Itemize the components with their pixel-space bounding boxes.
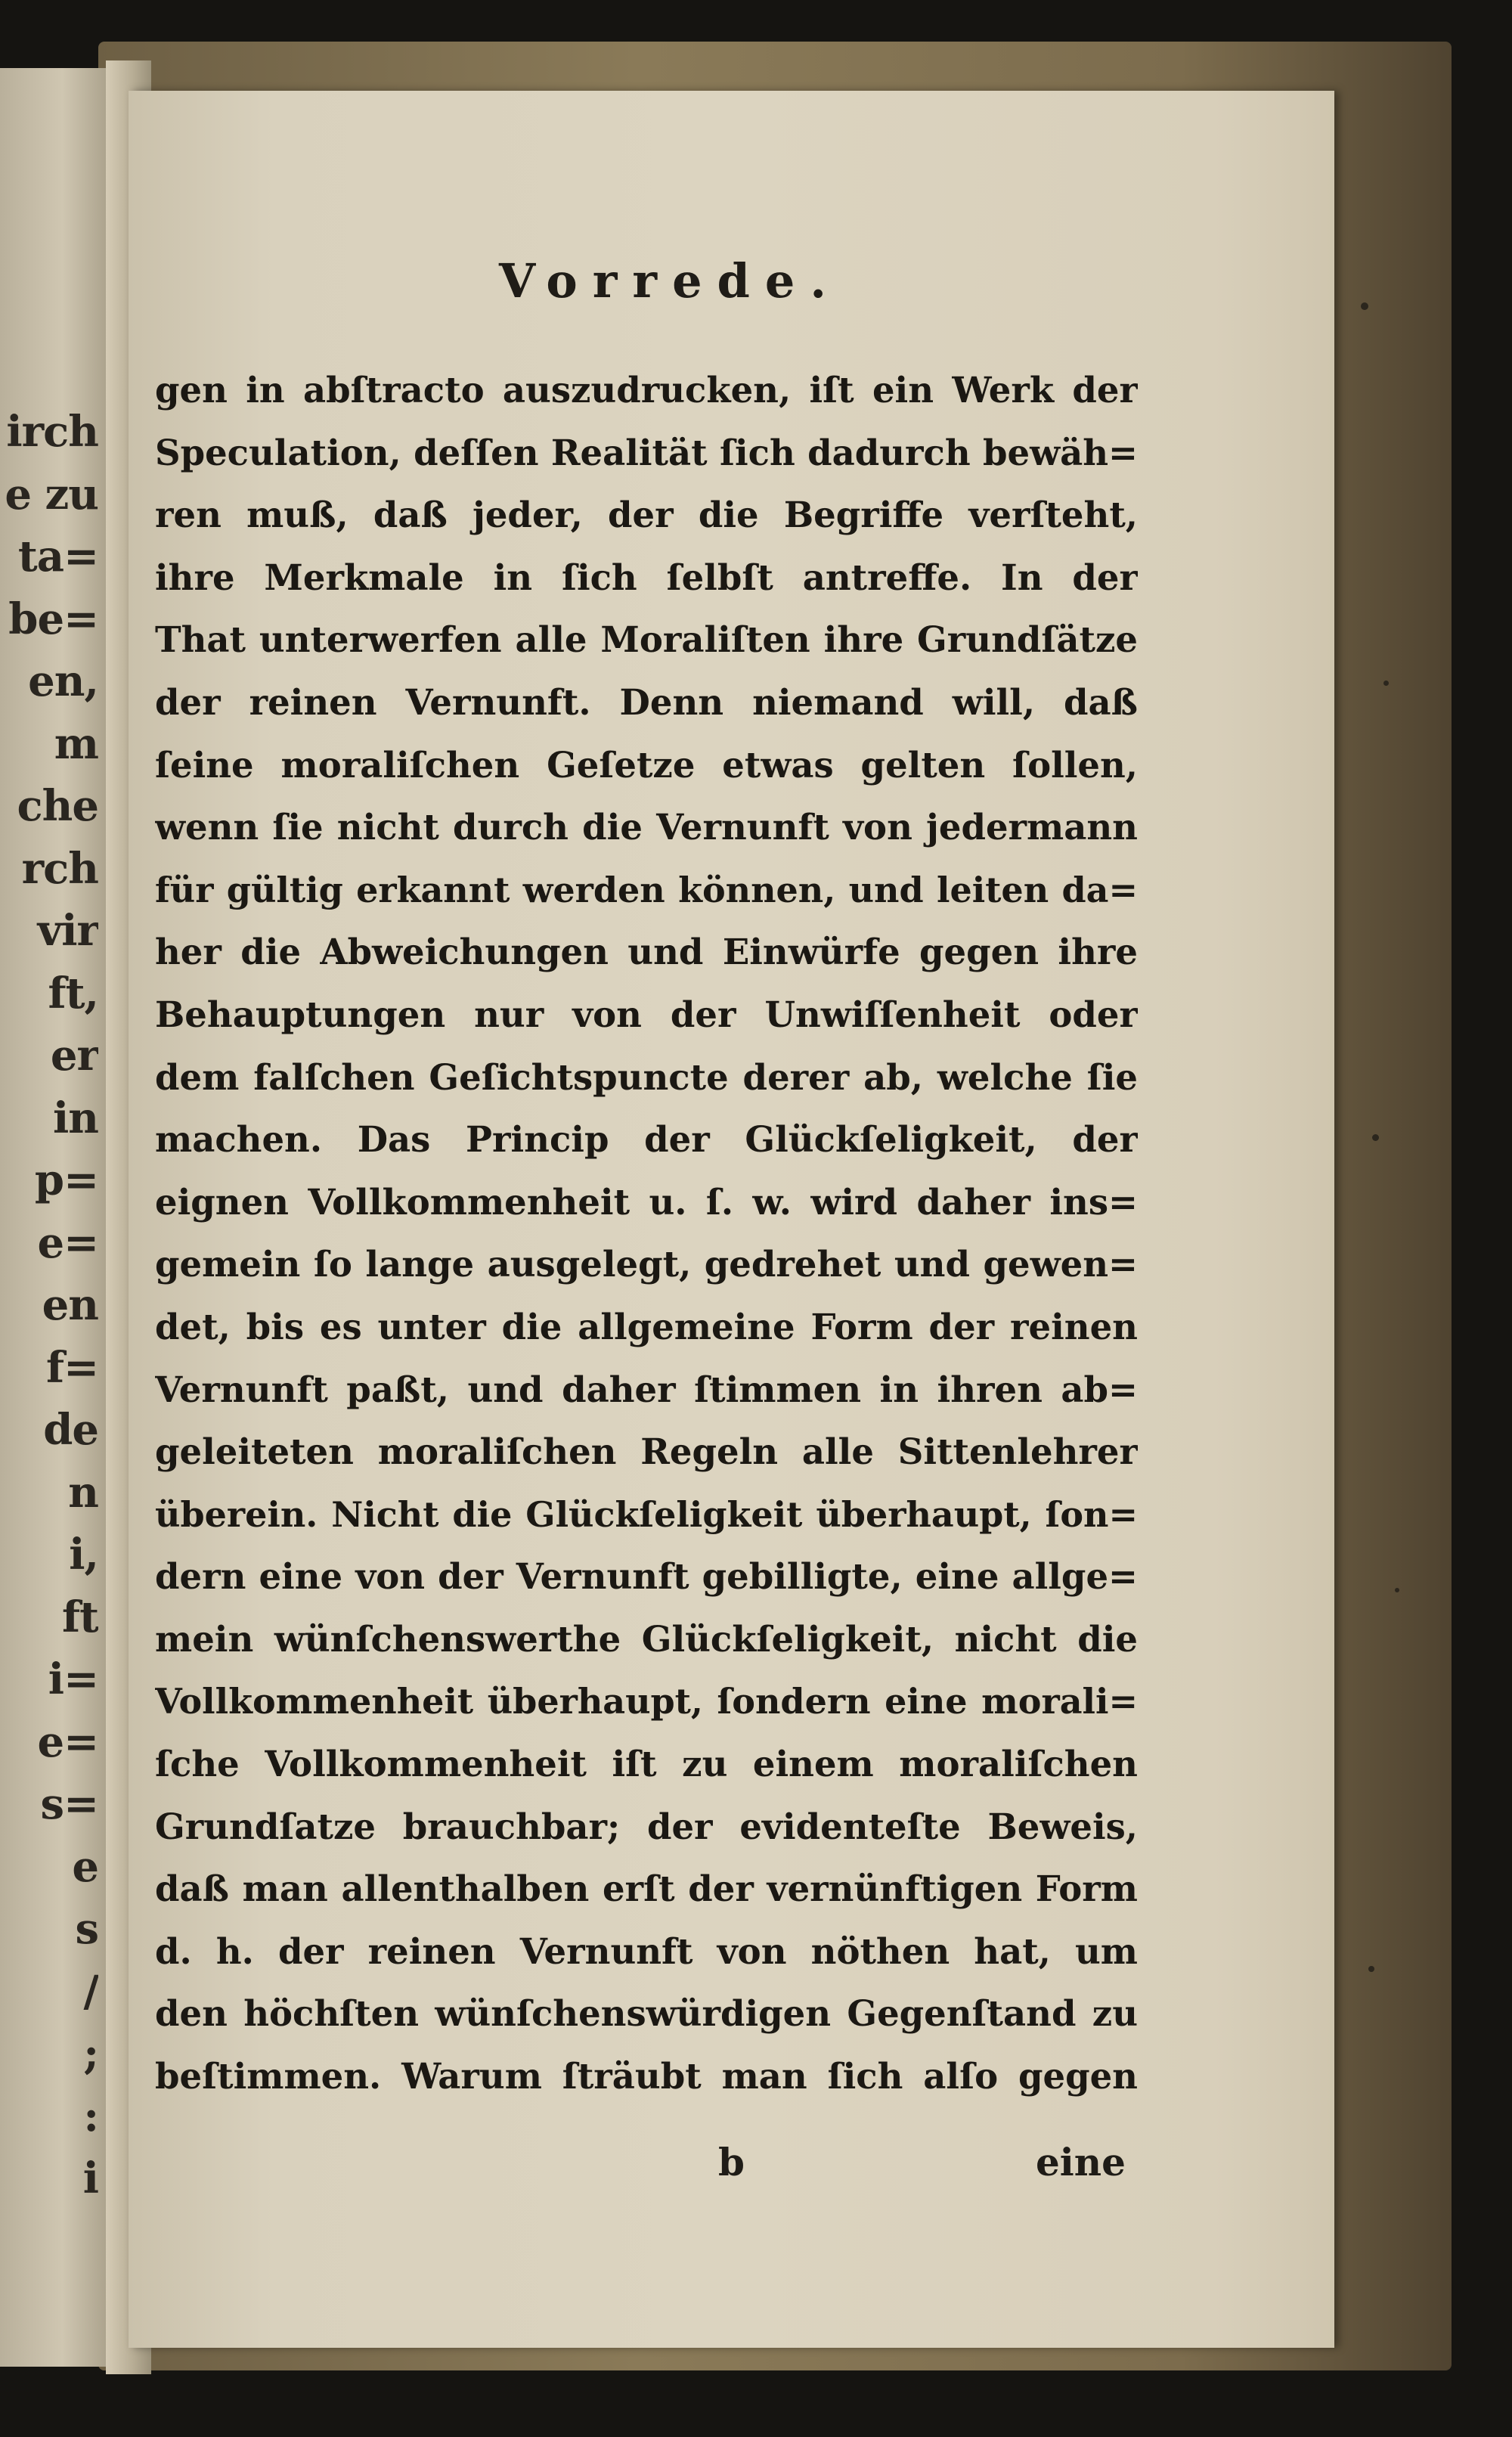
text-line: ſeine moraliſchen Geſetze etwas gelten ſollen, bbox=[155, 743, 1138, 786]
left-line-end: ; bbox=[83, 2029, 98, 2079]
left-line-end: ft bbox=[62, 1592, 98, 1642]
text-line: That unterwerfen alle Moraliſten ihre Grundſätze bbox=[155, 619, 1138, 661]
text-line: d. h. der reinen Vernunft von nöthen hat, um bbox=[155, 1930, 1138, 1972]
text-line: daß man allenthalben erſt der vernünftigen Form bbox=[155, 1868, 1138, 1910]
left-line-end: / bbox=[83, 1966, 98, 2017]
catchword: eine bbox=[1036, 2140, 1126, 2184]
text-line: beſtimmen. Warum ſträubt man ſich alſo gegen bbox=[155, 2055, 1138, 2097]
left-line-end: s bbox=[75, 1904, 98, 1954]
text-line: wenn ſie nicht durch die Vernunft von jedermann bbox=[155, 806, 1138, 848]
left-line-end: en bbox=[42, 1280, 98, 1330]
left-line-end: rch bbox=[21, 843, 98, 894]
left-line-end: er bbox=[50, 1031, 98, 1081]
foxing-speck bbox=[1395, 1588, 1399, 1592]
text-line: eignen Vollkommenheit u. ſ. w. wird daher ins= bbox=[155, 1180, 1138, 1223]
text-line: mein wünſchenswerthe Glückſeligkeit, nicht die bbox=[155, 1617, 1138, 1660]
text-line: her die Abweichungen und Einwürfe gegen ihre bbox=[155, 931, 1138, 973]
foxing-speck bbox=[1361, 302, 1368, 310]
running-head: Vorrede. bbox=[499, 253, 841, 309]
text-line: ſche Vollkommenheit iſt zu einem moraliſchen bbox=[155, 1743, 1138, 1785]
left-line-end: vir bbox=[37, 906, 98, 956]
foxing-speck bbox=[1372, 1134, 1379, 1141]
left-line-end: che bbox=[17, 781, 98, 831]
left-line-end: p= bbox=[34, 1155, 98, 1205]
left-line-end: i, bbox=[69, 1530, 98, 1580]
left-facing-page bbox=[0, 68, 113, 2367]
text-line: machen. Das Princip der Glückſeligkeit, der bbox=[155, 1118, 1138, 1161]
left-line-end: f= bbox=[45, 1342, 98, 1393]
text-line: Vollkommenheit überhaupt, ſondern eine morali= bbox=[155, 1681, 1138, 1722]
text-line: gemein ſo lange ausgelegt, gedrehet und gewen= bbox=[155, 1243, 1138, 1285]
foxing-speck bbox=[1383, 681, 1389, 686]
text-line: Behauptungen nur von der Unwiſſenheit oder bbox=[155, 993, 1138, 1035]
signature-mark: b bbox=[718, 2140, 745, 2184]
left-line-end: de bbox=[43, 1405, 98, 1455]
left-line-end: en, bbox=[28, 656, 98, 706]
text-line: für gültig erkannt werden können, und leiten da= bbox=[155, 869, 1138, 910]
left-line-end: e zu bbox=[5, 469, 98, 519]
text-line: geleiteten moraliſchen Regeln alle Sittenlehrer bbox=[155, 1431, 1138, 1473]
text-line: Speculation, deſſen Realität ſich dadurch bewäh= bbox=[155, 431, 1138, 473]
left-line-end: ft, bbox=[48, 968, 98, 1019]
text-line: der reinen Vernunft. Denn niemand will, daß bbox=[155, 681, 1138, 723]
body-text bbox=[155, 359, 1138, 2108]
text-line: überein. Nicht die Glückſeligkeit überhaupt, ſon= bbox=[155, 1493, 1138, 1535]
left-line-end: : bbox=[83, 2091, 98, 2141]
text-line: den höchſten wünſchenswürdigen Gegenſtand zu bbox=[155, 1992, 1138, 2035]
text-line: Vernunft paßt, und daher ſtimmen in ihren ab= bbox=[155, 1368, 1138, 1410]
text-line: gen in abſtracto auszudrucken, iſt ein Werk der bbox=[155, 369, 1138, 411]
text-line: dem falſchen Geſichtspuncte derer ab, welche ſie bbox=[155, 1056, 1138, 1098]
left-line-end: i bbox=[82, 2153, 98, 2203]
left-line-end: m bbox=[54, 718, 98, 769]
left-line-end: e= bbox=[37, 1217, 98, 1268]
left-page-line-ends bbox=[0, 401, 98, 2210]
text-line: Grundſatze brauchbar; der evidenteſte Beweis, bbox=[155, 1805, 1138, 1847]
left-line-end: e= bbox=[37, 1716, 98, 1767]
left-line-end: ta= bbox=[17, 532, 98, 581]
text-line: ihre Merkmale in ſich ſelbſt antreffe. In der bbox=[155, 556, 1138, 598]
text-line: det, bis es unter die allgemeine Form der reinen bbox=[155, 1305, 1138, 1347]
text-line: ren muß, daß jeder, der die Begriffe verſteht, bbox=[155, 494, 1138, 536]
left-line-end: in bbox=[53, 1093, 98, 1143]
foxing-speck bbox=[1368, 1966, 1374, 1972]
left-line-end: be= bbox=[8, 594, 98, 644]
left-line-end: i= bbox=[48, 1654, 98, 1704]
left-line-end: e bbox=[72, 1841, 98, 1892]
left-line-end: irch bbox=[6, 407, 98, 457]
left-line-end: n bbox=[68, 1467, 98, 1518]
right-backdrop bbox=[1444, 0, 1512, 2437]
text-line: dern eine von der Vernunft gebilligte, eine allge= bbox=[155, 1555, 1138, 1598]
left-line-end: s= bbox=[40, 1779, 98, 1829]
